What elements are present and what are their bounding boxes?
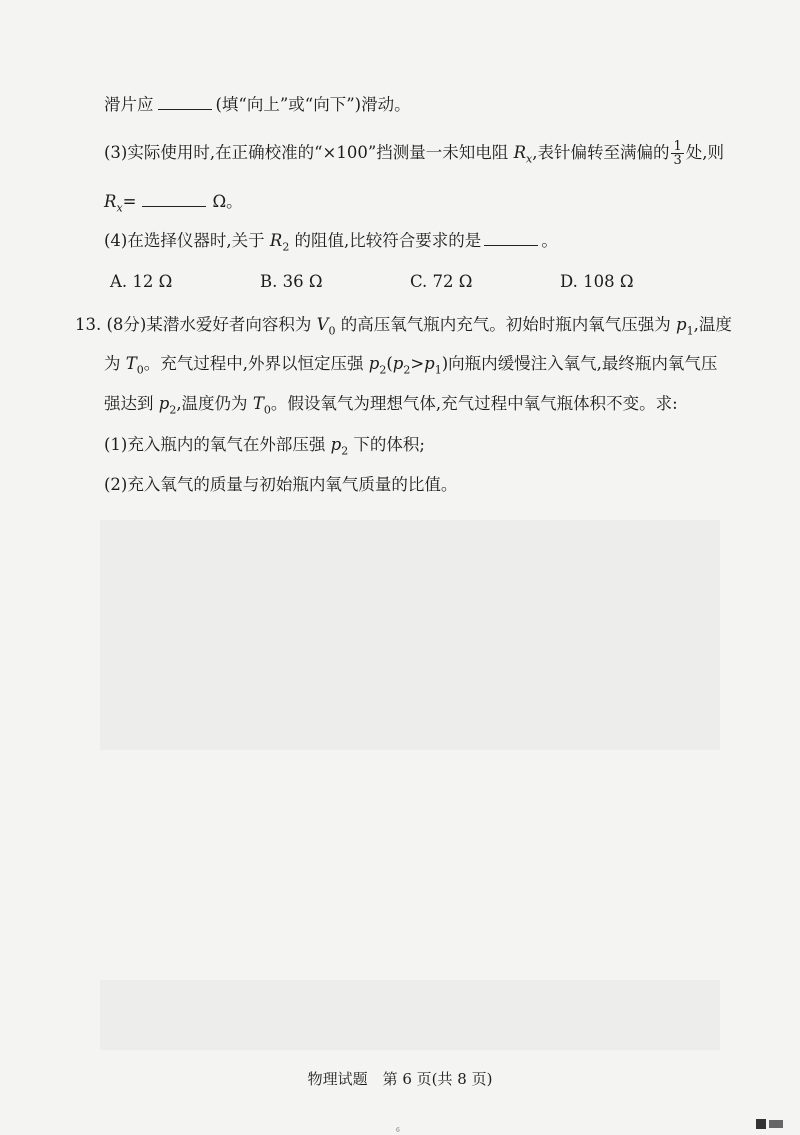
symbol-p: p	[330, 435, 342, 454]
line-text: )向瓶内缓慢注入氧气,最终瓶内氧气压	[441, 354, 718, 373]
fraction-denominator: 3	[673, 153, 682, 168]
symbol-v: V	[316, 315, 329, 334]
symbol-subscript: 2	[169, 403, 177, 417]
scanner-watermark	[756, 1118, 792, 1130]
line-text: 强达到	[104, 394, 159, 413]
line-text: 处,则	[685, 143, 724, 162]
symbol-p: p	[676, 315, 687, 334]
answer-blank[interactable]	[484, 231, 538, 246]
page-footer: 物理试题 第 6 页(共 8 页)	[307, 1070, 493, 1088]
option-c[interactable]: C. 72 Ω	[410, 272, 473, 291]
symbol-subscript: 1	[434, 363, 442, 377]
line-text: (2)充入氧气的质量与初始瓶内氧气质量的比值。	[104, 475, 458, 494]
option-d[interactable]: D. 108 Ω	[560, 272, 634, 291]
line-text: ,温度仍为	[176, 394, 253, 413]
symbol-subscript: 0	[136, 363, 144, 377]
symbol-r: R	[104, 192, 117, 211]
symbol-subscript: 2	[403, 363, 411, 377]
bleed-through-area	[100, 520, 720, 750]
symbol-p: p	[368, 354, 380, 373]
line-text: 13. (8分)某潜水爱好者向容积为	[75, 315, 317, 334]
symbol-subscript: 2	[379, 363, 387, 377]
logo-icon	[769, 1120, 783, 1128]
symbol-subscript: 0	[263, 403, 271, 417]
option-b[interactable]: B. 36 Ω	[260, 272, 323, 291]
symbol-p: p	[392, 354, 404, 373]
answer-blank[interactable]	[158, 95, 212, 110]
line-text: 。充气过程中,外界以恒定压强	[143, 354, 369, 373]
question-3-line	[104, 140, 724, 170]
option-a[interactable]: A. 12 Ω	[110, 272, 173, 291]
line-text: (	[386, 354, 393, 373]
line-text: 。	[541, 231, 558, 250]
q13-subquestion-2	[104, 474, 457, 496]
q13-line-2	[104, 353, 717, 381]
symbol-subscript: x	[116, 201, 123, 215]
line-text: ,温度	[693, 315, 732, 334]
bleed-through-area	[100, 980, 720, 1050]
page-marker: 6	[396, 1127, 400, 1134]
fraction-numerator: 1	[673, 139, 682, 154]
rx-answer-line	[104, 191, 243, 219]
symbol-subscript: 2	[282, 240, 290, 254]
line-text: (填“向上”或“向下”)滑动。	[215, 95, 411, 114]
line-text: 的阻值,比较符合要求的是	[289, 231, 482, 250]
unit-text: Ω。	[212, 192, 243, 211]
symbol-r: R	[513, 143, 526, 162]
line-text: ,表针偏转至满偏的	[532, 143, 670, 162]
qr-code-icon	[756, 1119, 766, 1129]
symbol-subscript: 2	[341, 444, 349, 458]
line-text: 。假设氧气为理想气体,充气过程中氧气瓶体积不变。求:	[270, 394, 678, 413]
symbol-t: T	[252, 394, 264, 413]
equals-sign: =	[122, 192, 137, 211]
line-text: (4)在选择仪器时,关于	[104, 231, 270, 250]
line-text: (1)充入瓶内的氧气在外部压强	[104, 435, 331, 454]
line-text: 为	[104, 354, 126, 373]
answer-line-slider	[104, 94, 411, 116]
line-text: (3)实际使用时,在正确校准的“×100”挡测量一未知电阻	[104, 143, 514, 162]
symbol-t: T	[125, 354, 137, 373]
greater-than-sign: >	[410, 354, 425, 373]
fraction-one-third	[671, 140, 683, 167]
question-4-line	[104, 230, 558, 258]
symbol-subscript: 1	[686, 324, 694, 338]
q13-line-1	[75, 314, 732, 342]
symbol-subscript: x	[526, 152, 533, 166]
symbol-r: R	[269, 231, 283, 250]
symbol-subscript: 0	[328, 324, 336, 338]
line-text: 滑片应	[104, 95, 154, 114]
line-text: 的高压氧气瓶内充气。初始时瓶内氧气压强为	[335, 315, 677, 334]
line-text: 下的体积;	[348, 435, 425, 454]
answer-blank[interactable]	[142, 192, 206, 207]
q13-line-3	[104, 393, 678, 421]
symbol-p: p	[424, 354, 435, 373]
symbol-p: p	[158, 394, 170, 413]
q13-subquestion-1	[104, 434, 425, 462]
